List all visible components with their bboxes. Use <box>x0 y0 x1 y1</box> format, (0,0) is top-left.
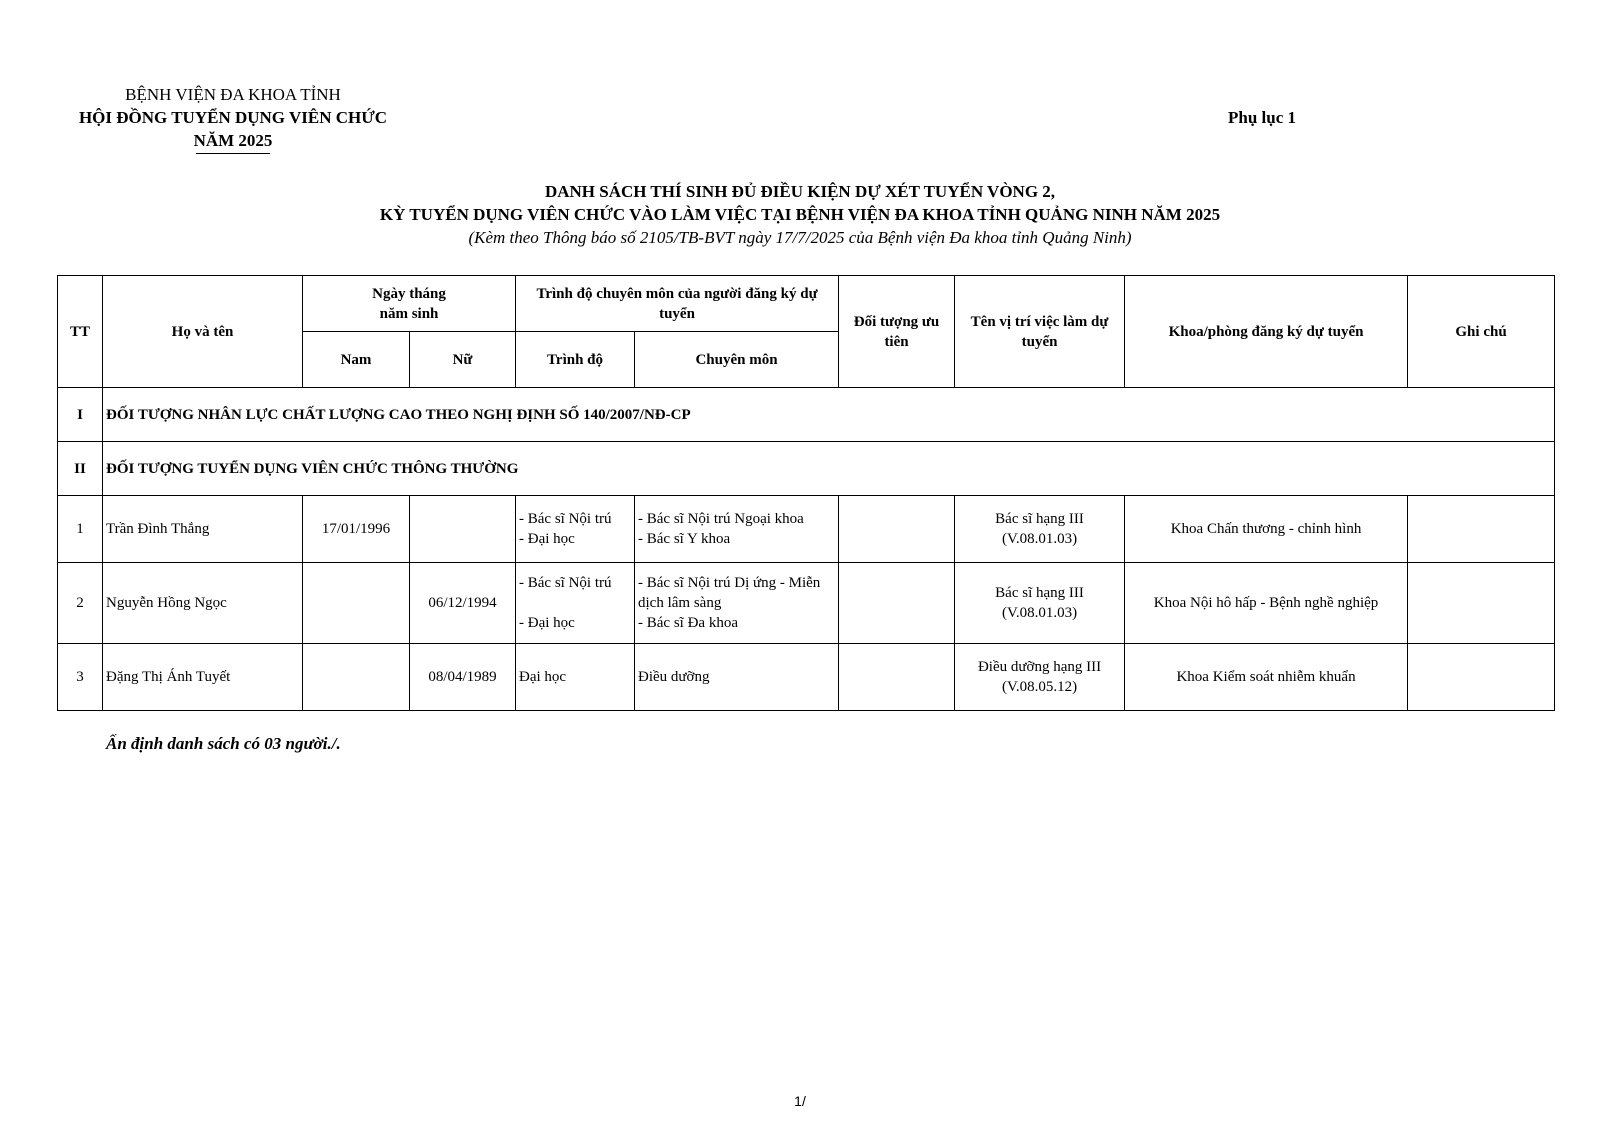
cell-priority <box>839 496 955 563</box>
cell-dob-female: 08/04/1989 <box>410 644 516 711</box>
header-female: Nữ <box>410 332 516 388</box>
issuing-organization <box>60 83 406 154</box>
header-specialty: Chuyên môn <box>635 332 839 388</box>
title-line-2: KỲ TUYỂN DỤNG VIÊN CHỨC VÀO LÀM VIỆC TẠI BỆNH VIỆN ĐA KHOA TỈNH QUẢNG NINH NĂM 2025 <box>379 205 1221 224</box>
org-underline <box>196 153 270 154</box>
cell-dob-female: 06/12/1994 <box>410 563 516 644</box>
cell-note <box>1408 563 1555 644</box>
section-row <box>58 442 1555 496</box>
header-male: Nam <box>303 332 410 388</box>
cell-level: - Bác sĩ Nội trú - Đại học <box>516 563 635 644</box>
cell-specialty: - Bác sĩ Nội trú Ngoại khoa - Bác sĩ Y khoa <box>635 496 839 563</box>
cell-name: Đặng Thị Ánh Tuyết <box>103 644 303 711</box>
header-name: Họ và tên <box>103 276 303 388</box>
section-title: ĐỐI TƯỢNG NHÂN LỰC CHẤT LƯỢNG CAO THEO NGHỊ ĐỊNH SỐ 140/2007/NĐ-CP <box>103 388 1555 442</box>
title-line-1: DANH SÁCH THÍ SINH ĐỦ ĐIỀU KIỆN DỰ XÉT TUYỂN VÒNG 2, <box>544 182 1056 201</box>
org-line-hospital: BỆNH VIỆN ĐA KHOA TỈNH <box>125 85 341 104</box>
cell-tt: 1 <box>58 496 103 563</box>
table-row <box>58 563 1555 644</box>
cell-note <box>1408 496 1555 563</box>
table-row <box>58 496 1555 563</box>
org-line-year: NĂM 2025 <box>193 131 273 150</box>
cell-level: - Bác sĩ Nội trú - Đại học <box>516 496 635 563</box>
org-line-council: HỘI ĐỒNG TUYỂN DỤNG VIÊN CHỨC <box>78 108 388 127</box>
document-title <box>0 180 1600 249</box>
cell-tt: 3 <box>58 644 103 711</box>
header-qualification: Trình độ chuyên môn của người đăng ký dự tuyển <box>516 276 839 332</box>
page-number: 1/ <box>794 1093 806 1109</box>
cell-dob-male: 17/01/1996 <box>303 496 410 563</box>
header-dob: Ngày tháng năm sinh <box>303 276 516 332</box>
candidate-table <box>57 275 1555 711</box>
cell-department: Khoa Kiểm soát nhiễm khuẩn <box>1125 644 1408 711</box>
cell-tt: 2 <box>58 563 103 644</box>
cell-note <box>1408 644 1555 711</box>
section-row <box>58 388 1555 442</box>
title-reference: (Kèm theo Thông báo số 2105/TB-BVT ngày 17/7/2025 của Bệnh viện Đa khoa tỉnh Quảng Ninh) <box>468 228 1132 247</box>
header-priority: Đối tượng ưu tiên <box>839 276 955 388</box>
cell-position: Điều dưỡng hạng III (V.08.05.12) <box>955 644 1125 711</box>
cell-dob-male <box>303 563 410 644</box>
section-title: ĐỐI TƯỢNG TUYỂN DỤNG VIÊN CHỨC THÔNG THƯỜNG <box>103 442 1555 496</box>
cell-priority <box>839 644 955 711</box>
section-number: I <box>58 388 103 442</box>
header-tt: TT <box>58 276 103 388</box>
appendix-label: Phụ lục 1 <box>1228 108 1297 127</box>
table-header-row <box>58 276 1555 332</box>
header-position: Tên vị trí việc làm dự tuyển <box>955 276 1125 388</box>
cell-dob-female <box>410 496 516 563</box>
cell-department: Khoa Chấn thương - chỉnh hình <box>1125 496 1408 563</box>
cell-department: Khoa Nội hô hấp - Bệnh nghề nghiệp <box>1125 563 1408 644</box>
cell-position: Bác sĩ hạng III (V.08.01.03) <box>955 496 1125 563</box>
cell-position: Bác sĩ hạng III (V.08.01.03) <box>955 563 1125 644</box>
cell-dob-male <box>303 644 410 711</box>
section-number: II <box>58 442 103 496</box>
cell-name: Trần Đình Thắng <box>103 496 303 563</box>
cell-priority <box>839 563 955 644</box>
header-department: Khoa/phòng đăng ký dự tuyển <box>1125 276 1408 388</box>
cell-specialty: - Bác sĩ Nội trú Dị ứng - Miễn dịch lâm sàng - Bác sĩ Đa khoa <box>635 563 839 644</box>
header-level: Trình độ <box>516 332 635 388</box>
cell-name: Nguyễn Hồng Ngọc <box>103 563 303 644</box>
summary-note: Ấn định danh sách có 03 người./. <box>106 734 341 753</box>
cell-level: Đại học <box>516 644 635 711</box>
header-note: Ghi chú <box>1408 276 1555 388</box>
cell-specialty: Điều dưỡng <box>635 644 839 711</box>
table-row <box>58 644 1555 711</box>
